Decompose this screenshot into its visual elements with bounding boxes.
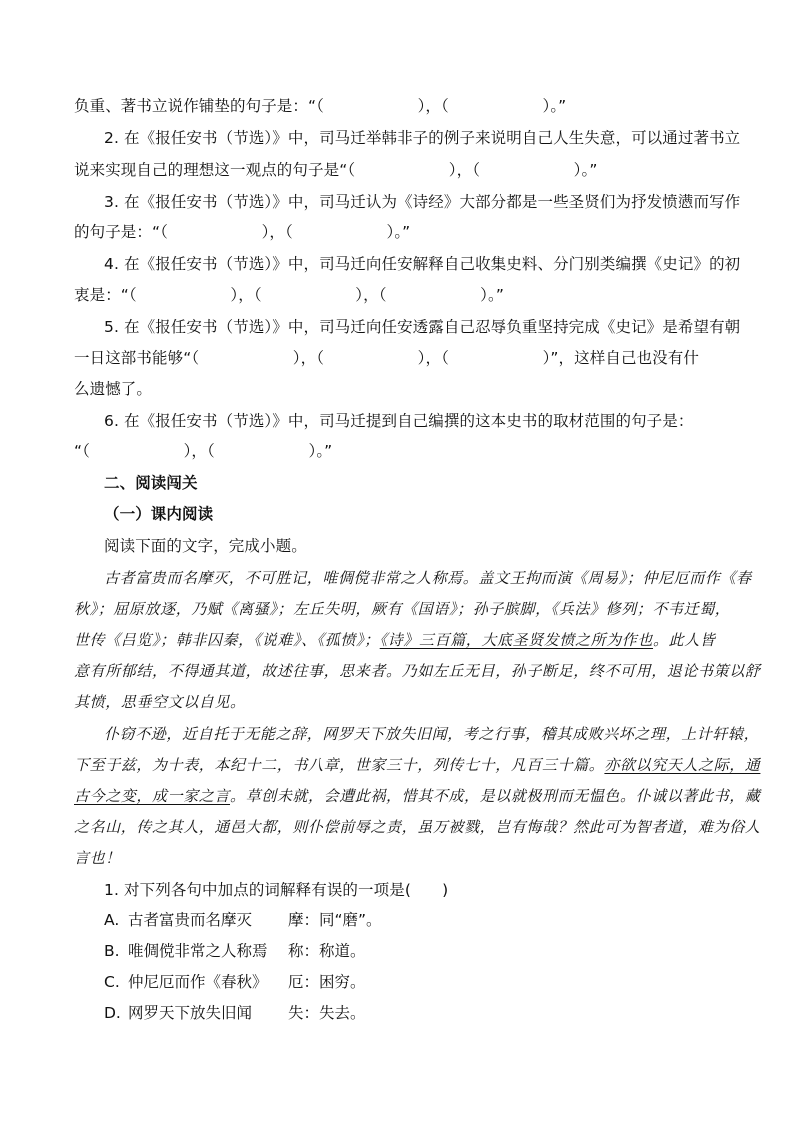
question-2-line-1: 2. 在《报任安书（节选）》中，司马迁举韩非子的例子来说明自己人生失意，可以通过著书立 <box>104 129 741 147</box>
passage-p1-line-2: 秋》；屈原放逐，乃赋《离骚》；左丘失明，厥有《国语》；孙子膑脚，《兵法》修列；不韦迁蜀， <box>74 600 731 618</box>
question-6-line-2: “（ ），（ ）。” <box>74 442 333 460</box>
passage-p1-line-5: 其愤，思垂空文以自见。 <box>74 693 246 711</box>
option-letter: C. <box>104 973 120 991</box>
question-5-line-1: 5. 在《报任安书（节选）》中，司马迁向任安透露自己忍辱负重坚持完成《史记》是希望有朝 <box>104 318 741 336</box>
option-text: 仲尼厄而作《春秋》 <box>128 973 268 991</box>
option-text: 古者富贵而名摩灭 <box>128 911 253 929</box>
reading-instruction: 阅读下面的文字，完成小题。 <box>104 537 307 555</box>
question-4-line-1: 4. 在《报任安书（节选）》中，司马迁向任安解释自己收集史料、分门别类编撰《史记》的初 <box>104 255 741 273</box>
passage-p2-line-1: 仆窃不逊，近自托于无能之辞，网罗天下放失旧闻，考之行事，稽其成败兴坏之理，上计轩辕， <box>104 725 760 743</box>
question-4-line-2: 衷是：“（ ），（ ），（ ）。” <box>74 286 505 304</box>
passage-text: 下至于兹，为十表，本纪十二，书八章，世家三十，列传七十，凡百三十篇。 <box>74 756 605 774</box>
mcq-stem: 1. 对下列各句中加点的词解释有误的一项是( ) <box>104 881 449 899</box>
option-text: 唯倜傥非常之人称焉 <box>128 942 268 960</box>
passage-p2-line-2 <box>74 755 761 775</box>
underlined-sentence: 亦欲以究天人之际，通 <box>604 756 761 774</box>
underlined-sentence: 古今之变，成一家之言 <box>74 787 231 805</box>
subsection-title: （一）课内阅读 <box>104 505 214 523</box>
passage-p2-line-3 <box>74 786 761 806</box>
section-title: 二、阅读闯关 <box>104 474 198 492</box>
question-3-line-2: 的句子是：“（ ），（ ）。” <box>74 223 411 241</box>
question-1-tail: 负重、著书立说作铺垫的句子是：“（ ），（ ）。” <box>74 97 567 115</box>
passage-text: 。草创未就，会遭此祸，惜其不成，是以就极刑而无愠色。仆诚以著此书，藏 <box>230 787 761 805</box>
option-letter: D. <box>104 1004 121 1022</box>
question-6-line-1: 6. 在《报任安书（节选）》中，司马迁提到自己编撰的这本史书的取材范围的句子是： <box>104 412 694 430</box>
underlined-sentence: 《诗》三百篇，大底圣贤发愤之所为作也 <box>379 631 654 649</box>
option-note: 摩：同“磨”。 <box>288 911 382 929</box>
passage-p2-line-4: 之名山，传之其人，通邑大都，则仆偿前辱之责，虽万被戮，岂有悔哉？然此可为智者道，难为俗人 <box>74 818 761 836</box>
question-2-line-2: 说来实现自己的理想这一观点的句子是“（ ），（ ）。” <box>74 161 598 179</box>
option-note: 失：失去。 <box>288 1004 366 1022</box>
question-5-line-2: 一日这部书能够“（ ），（ ），（ ）”，这样自己也没有什 <box>74 349 699 367</box>
passage-p1-line-1: 古者富贵而名摩灭，不可胜记，唯倜傥非常之人称焉。盖文王拘而演《周易》；仲尼厄而作《春 <box>104 569 752 587</box>
question-5-line-3: 么遗憾了。 <box>74 380 153 398</box>
passage-text: 。此人皆 <box>653 631 716 649</box>
question-3-line-1: 3. 在《报任安书（节选）》中，司马迁认为《诗经》大部分都是一些圣贤们为抒发愤懑而写作 <box>104 193 741 211</box>
option-letter: A. <box>104 911 120 929</box>
passage-p1-line-4: 意有所郁结，不得通其道，故述往事，思来者。乃如左丘无目，孙子断足，终不可用，退论书策以舒 <box>74 662 761 680</box>
option-letter: B. <box>104 942 120 960</box>
passage-p1-line-3 <box>74 630 724 650</box>
passage-p2-line-5: 言也！ <box>74 849 121 867</box>
option-note: 称：称道。 <box>288 942 366 960</box>
option-note: 厄：困穷。 <box>288 973 366 991</box>
passage-text: 世传《吕览》；韩非囚秦，《说难》、《孤愤》； <box>74 631 380 649</box>
option-text: 网罗天下放失旧闻 <box>128 1004 253 1022</box>
